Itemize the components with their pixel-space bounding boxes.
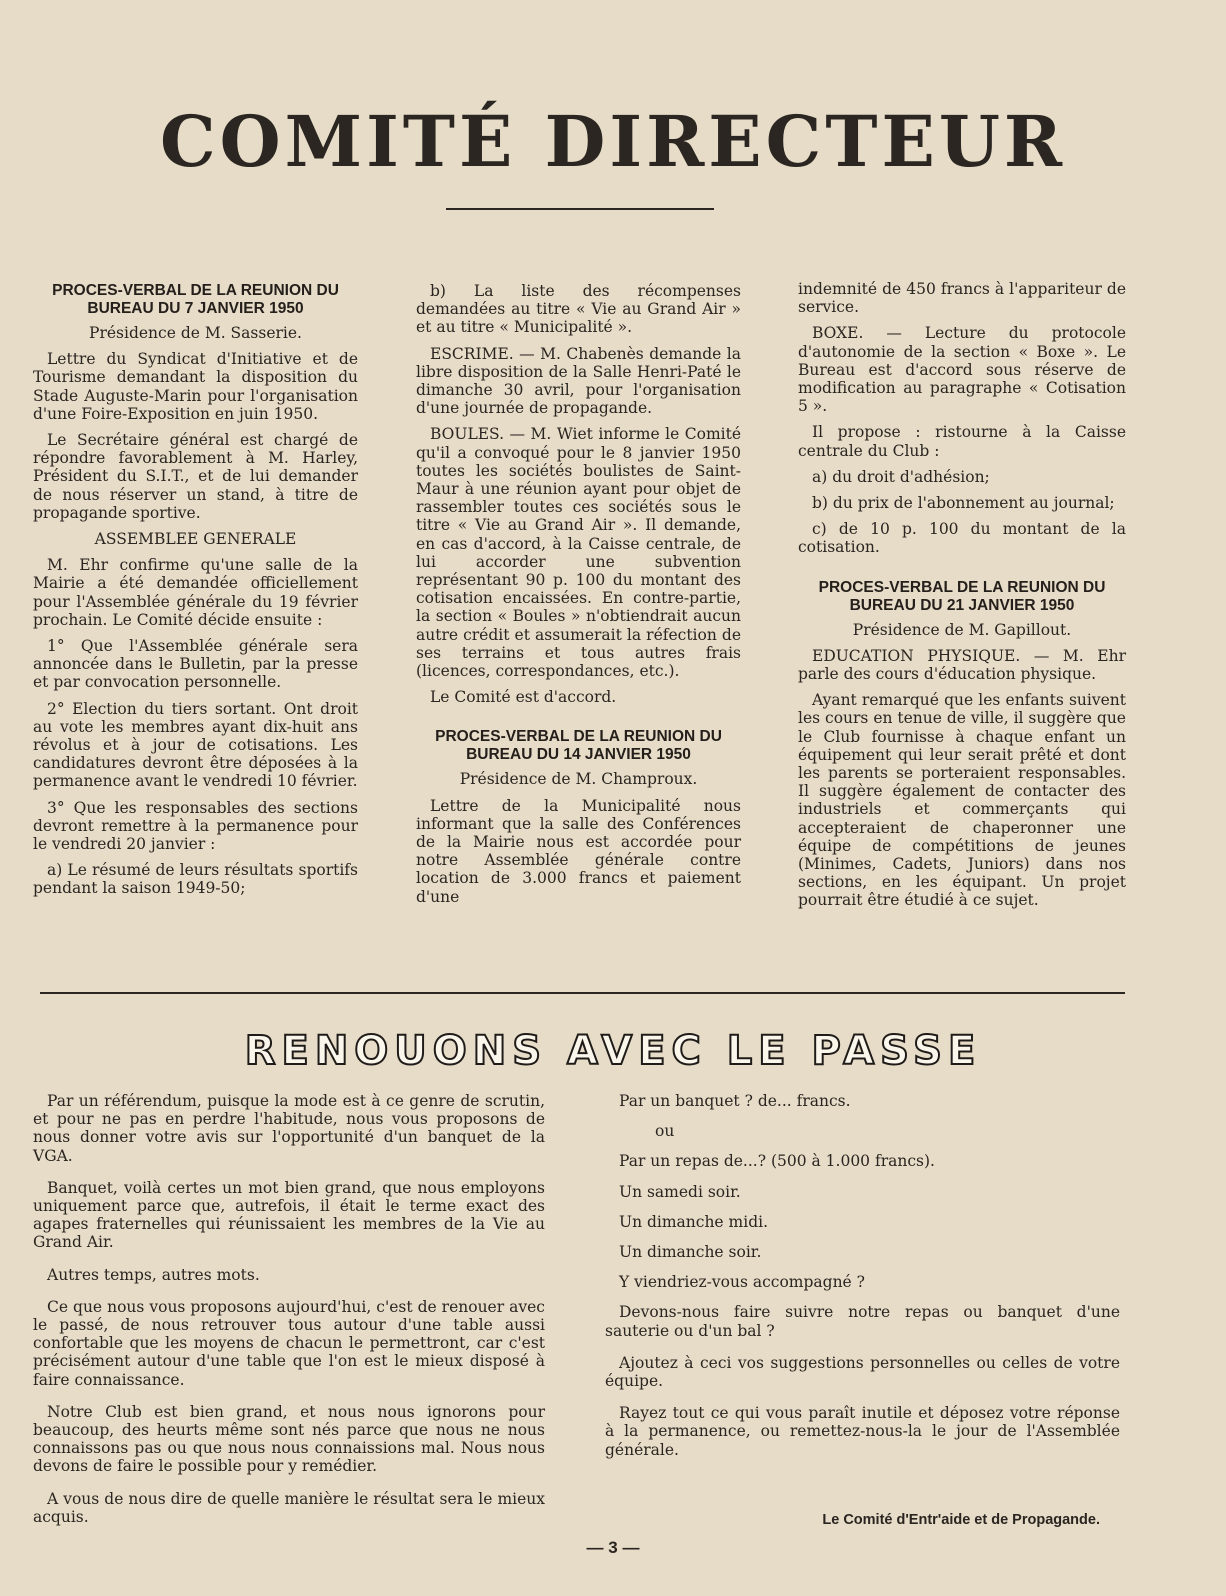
paragraph: b) du prix de l'abonnement au journal; bbox=[812, 494, 1115, 513]
paragraph: Lettre de la Municipalité nous informant que la salle des Conférences de la Mairie nous est accordée pour notre Assemblée générale contre location de 3.000 francs et paiement d'une bbox=[416, 796, 741, 906]
paragraph: Devons-nous faire suivre notre repas ou banquet d'une sauterie ou d'un bal ? bbox=[605, 1303, 1120, 1340]
minutes-heading-7-janvier: PROCES-VERBAL DE LA REUNION DU BUREAU DU 7 JANVIER 1950 bbox=[52, 282, 339, 317]
minutes-heading-14-janvier: PROCES-VERBAL DE LA REUNION DU BUREAU DU 14 JANVIER 1950 bbox=[435, 728, 722, 764]
survey-option: Un dimanche soir. bbox=[619, 1243, 762, 1262]
paragraph: BOULES. — M. Wiet informe le Comité qu'il a convoqué pour le 8 janvier 1950 toutes les sociétés boulistes de Saint-Maur à une réunion ayant pour objet de rassembler toutes ces sociétés sous le titre « Vie au Grand Air ». Il demande, en cas d'accord, à la Caisse centrale, de lui accorder une subvention représentant 90 p. 100 du montant des cotisation encaissées. En contre-partie, la section « Boules » n'obtiendrait aucun autre crédit et assumerait la réfection de ses terrains et tous autres frais (licences, correspondances, etc.). bbox=[416, 425, 741, 681]
paragraph: M. Ehr confirme qu'une salle de la Mairie a été demandée officiellement pour l'Assemblée générale du 19 février prochain. Le Comité décide ensuite : bbox=[33, 556, 358, 629]
paragraph: EDUCATION PHYSIQUE. — M. Ehr parle des cours d'éducation physique. bbox=[798, 646, 1126, 684]
section-heading-assemblee: ASSEMBLEE GENERALE bbox=[94, 530, 297, 549]
paragraph: Lettre du Syndicat d'Initiative et de Tourisme demandant la disposition du Stade Auguste-Marin pour l'organisation d'une Foire-Exposition en juin 1950. bbox=[33, 350, 358, 423]
section-title: RENOUONS AVEC LE PASSE bbox=[244, 1028, 982, 1074]
paragraph: 3° Que les responsables des sections devront remettre à la permanence pour le vendredi 20 janvier : bbox=[33, 798, 358, 854]
section-divider bbox=[40, 992, 1125, 994]
survey-option: Par un repas de...? (500 à 1.000 francs). bbox=[619, 1152, 935, 1171]
title-divider bbox=[446, 208, 714, 210]
paragraph: Notre Club est bien grand, et nous nous ignorons pour beaucoup, des heurts même sont nés parce que nous ne nous connaissons pas ou que nous nous connaissions mal. Nous nous devons de faire le possible pour y remédier. bbox=[33, 1402, 545, 1476]
paragraph: Il propose : ristourne à la Caisse centrale du Club : bbox=[798, 423, 1126, 460]
presidence-line: Présidence de M. Champroux. bbox=[459, 770, 698, 789]
paragraph: b) La liste des récompenses demandées au titre « Vie au Grand Air » et au titre « Municipalité ». bbox=[416, 282, 741, 337]
paragraph: a) du droit d'adhésion; bbox=[812, 467, 990, 486]
paragraph: BOXE. — Lecture du protocole d'autonomie de la section « Boxe ». Le Bureau est d'accord sous réserve de modification au paragraphe « Cotisation 5 ». bbox=[798, 324, 1126, 416]
paragraph: 2° Election du tiers sortant. Ont droit au vote les membres ayant dix-huit ans révolus et à jour de cotisations. Les candidatures devront être déposées à la permanence avant le vendredi 10 février. bbox=[33, 699, 358, 791]
paragraph: Par un référendum, puisque la mode est à ce genre de scrutin, et pour ne pas en perdre l'habitude, nous vous proposons de nous donner votre avis sur l'opportunité d'un banquet de la VGA. bbox=[33, 1092, 545, 1165]
column-1 bbox=[33, 282, 358, 906]
survey-option: Un dimanche midi. bbox=[619, 1212, 768, 1231]
paragraph: a) Le résumé de leurs résultats sportifs pendant la saison 1949-50; bbox=[33, 861, 358, 898]
paragraph: Banquet, voilà certes un mot bien grand, que nous employons uniquement parce que, autrefois, il était le terme exact des agapes fraternelles qui réunissaient les membres de la Vie au Grand Air. bbox=[33, 1178, 545, 1252]
page-title: COMITÉ DIRECTEUR bbox=[159, 100, 1067, 183]
survey-option: Un samedi soir. bbox=[619, 1182, 741, 1201]
bottom-column-2 bbox=[605, 1092, 1120, 1473]
paragraph: Ajoutez à ceci vos suggestions personnelles ou celles de votre équipe. bbox=[605, 1353, 1120, 1391]
paragraph: c) de 10 p. 100 du montant de la cotisation. bbox=[798, 520, 1126, 557]
paragraph: Autres temps, autres mots. bbox=[47, 1265, 260, 1284]
paragraph: Ce que nous vous proposons aujourd'hui, c'est de renouer avec le passé, de nous retrouver tous autour d'une table aussi confortable que les moyens de chacun le permettront, car c'est précisément autour d'une table que l'on est le mieux disposé à faire connaissance. bbox=[33, 1297, 545, 1389]
survey-option: ou bbox=[655, 1122, 675, 1141]
paragraph: Le Secrétaire général est chargé de répondre favorablement à M. Harley, Président du S.I.T., et de lui demander de nous réserver un stand, à titre de propagande sportive. bbox=[33, 431, 358, 522]
column-3 bbox=[798, 280, 1126, 918]
paragraph: 1° Que l'Assemblée générale sera annoncée dans le Bulletin, par la presse et par convocation personnelle. bbox=[33, 637, 358, 692]
column-2 bbox=[416, 282, 741, 914]
survey-option: Par un banquet ? de... francs. bbox=[619, 1092, 851, 1110]
presidence-line: Présidence de M. Gapillout. bbox=[852, 620, 1072, 639]
paragraph: Ayant remarqué que les enfants suivent les cours en tenue de ville, il suggère que le Club fournisse à chaque enfant un équipement qui leur serait prêté et dont les parents se porteraient responsables. Il suggère également de contacter des industriels et commerçants qui accepteraient de chaperonner une équipe de compétitions de jeunes (Minimes, Cadets, Juniors) dans nos sections, en les équipant. Un projet pourrait être étudié à ce sujet. bbox=[798, 691, 1126, 910]
paragraph: ESCRIME. — M. Chabenès demande la libre disposition de la Salle Henri-Paté le dimanche 30 avril, pour l'organisation d'une journée de propagande. bbox=[416, 344, 741, 418]
paragraph: A vous de nous dire de quelle manière le résultat sera le mieux acquis. bbox=[33, 1489, 545, 1526]
paragraph: Le Comité est d'accord. bbox=[430, 688, 617, 707]
presidence-line: Présidence de M. Sasserie. bbox=[89, 324, 302, 342]
minutes-heading-21-janvier: PROCES-VERBAL DE LA REUNION DU BUREAU DU 21 JANVIER 1950 bbox=[818, 578, 1106, 614]
paragraph: indemnité de 450 francs à l'appariteur de service. bbox=[798, 280, 1126, 317]
page-number: — 3 — bbox=[586, 1538, 640, 1557]
bottom-column-1 bbox=[33, 1092, 545, 1540]
paragraph: Rayez tout ce qui vous paraît inutile et déposez votre réponse à la permanence, ou remettez-nous-la le jour de l'Assemblée générale. bbox=[605, 1404, 1120, 1459]
signature: Le Comité d'Entr'aide et de Propagande. bbox=[822, 1512, 1100, 1528]
survey-question: Y viendriez-vous accompagné ? bbox=[619, 1273, 865, 1292]
